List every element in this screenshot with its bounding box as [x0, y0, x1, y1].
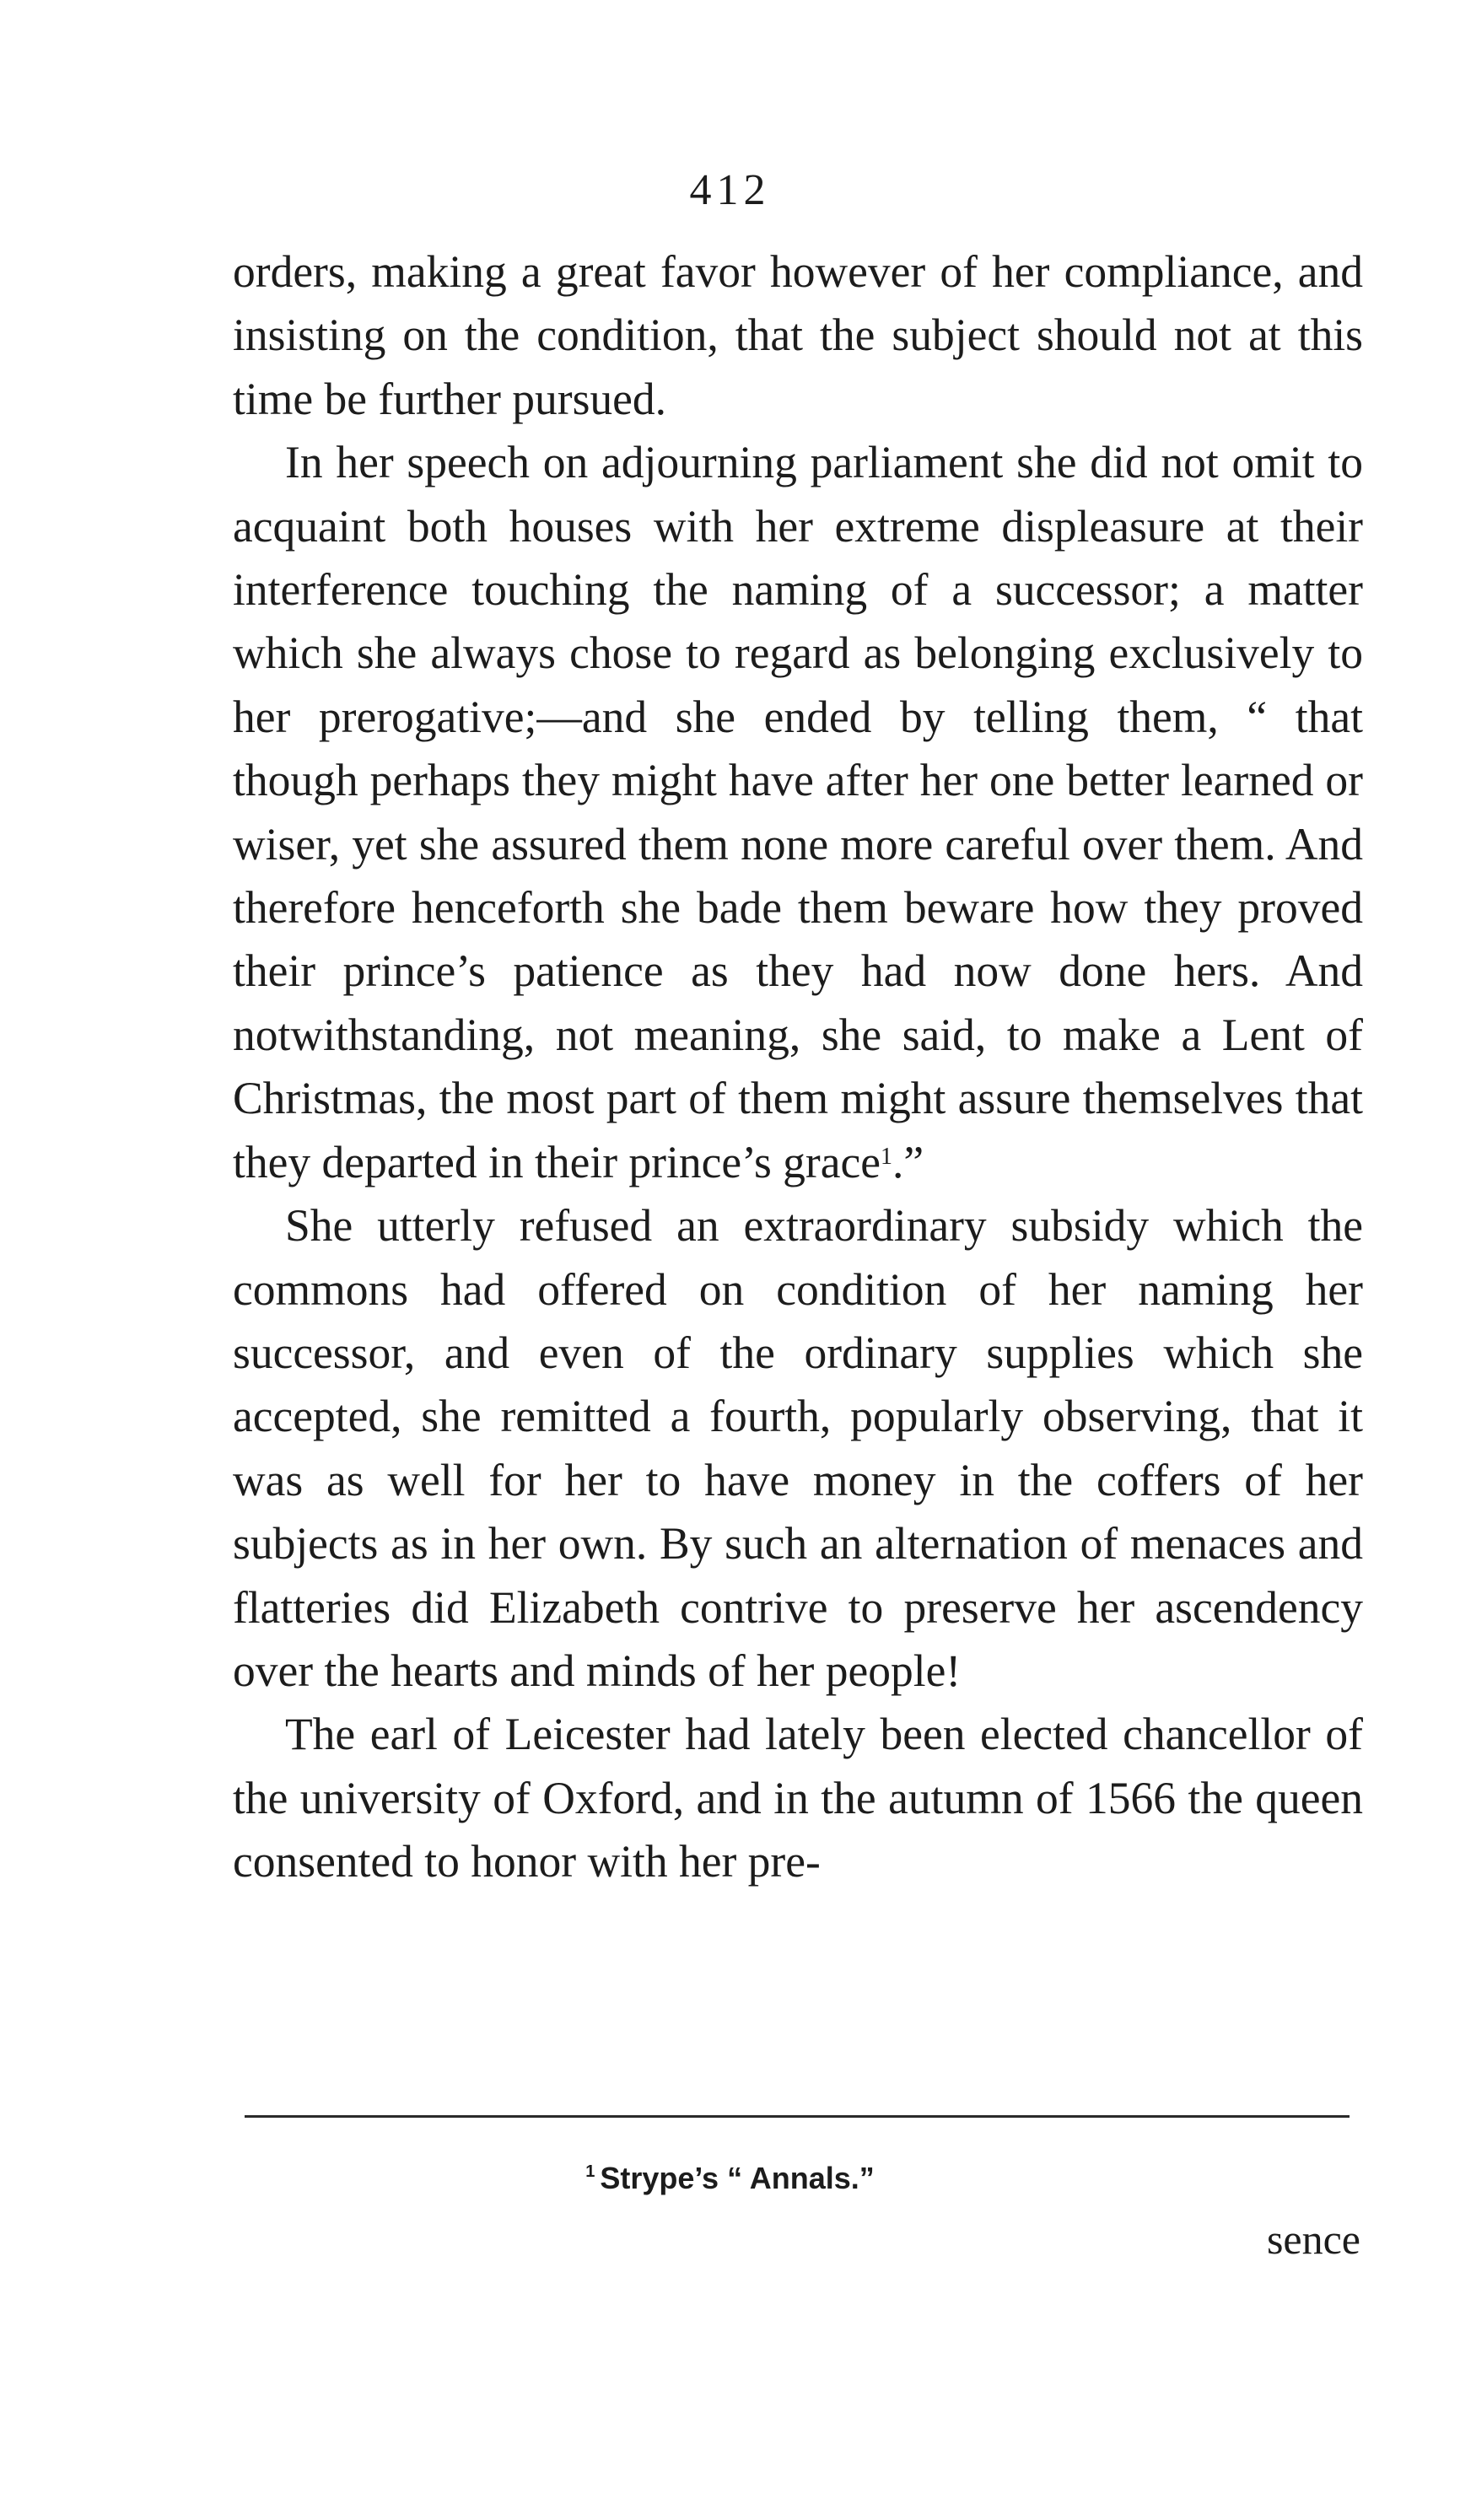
catchword: sence	[1266, 2216, 1360, 2263]
footnote-text: Strype’s “ Annals.”	[600, 2161, 875, 2195]
speech-text: In her speech on adjourning parliament she did not omit to acquaint both houses with her extreme displeasure at their interference touching the naming of a successor; a matter which she always chose to regard as belonging exclusively to her prerogative;—and she ended by telling them, “ that though perhaps they might have after her one better learned or wiser, yet she assured them none more careful over them. And therefore henceforth she bade them beware how they proved their prince’s patience as they had now done hers. And notwithstanding, not meaning, she said, to make a Lent of Christmas, the most part of them might assure themselves that they departed in their prince’s grace	[233, 437, 1363, 1187]
page-number: 412	[689, 166, 771, 214]
footnote-marker: 1	[585, 2162, 595, 2181]
paragraph-speech	[233, 431, 1363, 1194]
paragraph-continuation: orders, making a great favor however of her compliance, and insisting on the condition, that the subject should not at this time be further pursued.	[233, 246, 1363, 424]
footnote-reference: 1	[880, 1143, 892, 1170]
paragraph-subsidy: She utterly refused an extraordinary subsidy which the commons had offered on condition of her naming her successor, and even of the ordinary supplies which she accepted, she remitted a fourth, popularly observing, that it was as well for her to have money in the coffers of her subjects as in her own. By such an alternation of menaces and flatteries did Elizabeth contrive to preserve her ascendency over the hearts and minds of her people!	[233, 1200, 1363, 1696]
footnote-divider	[245, 2115, 1350, 2118]
speech-closing-quote: .”	[892, 1136, 924, 1187]
body-text	[233, 240, 1363, 1894]
paragraph-leicester: The earl of Leicester had lately been elected chancellor of the university of Oxford, and in the autumn of 1566 the queen consented to honor with her pre-	[233, 1709, 1363, 1887]
footnote	[0, 2161, 1460, 2196]
